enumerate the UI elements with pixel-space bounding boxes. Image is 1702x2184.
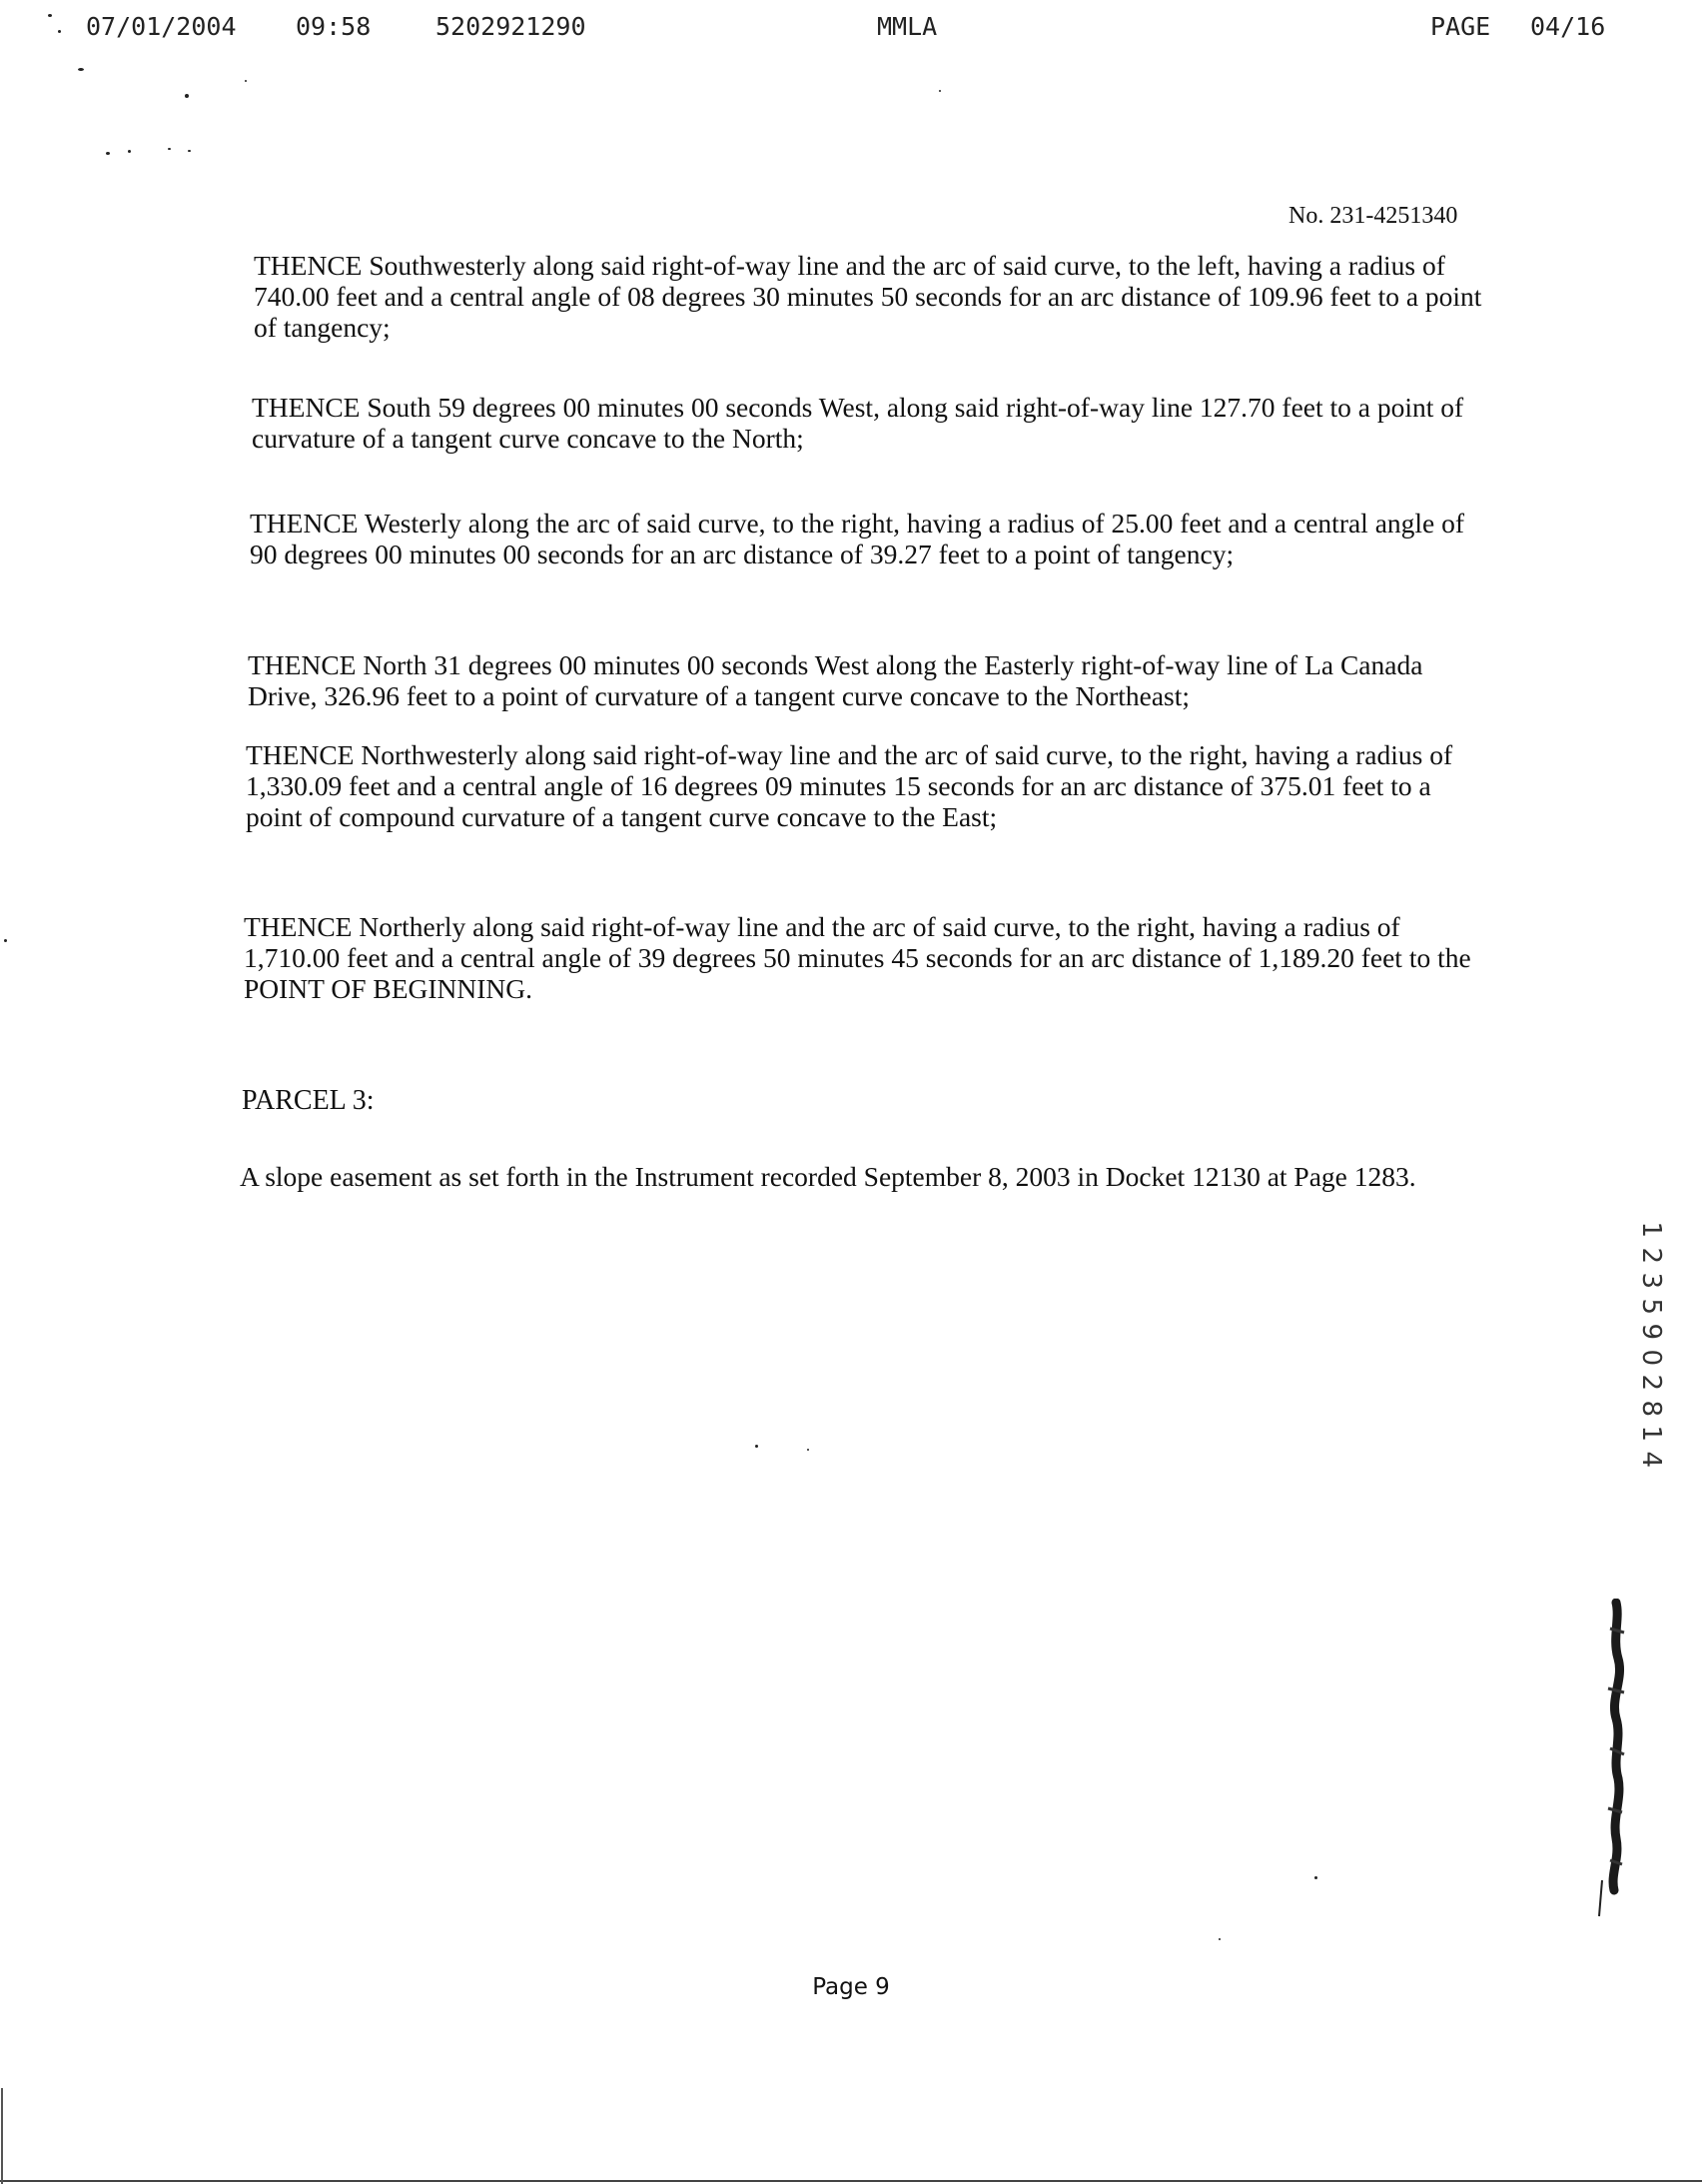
document-number: No. 231-4251340	[1288, 203, 1458, 229]
paragraph: THENCE Northerly along said right-of-way line and the arc of said curve, to the right, having a radius of 1,710.00 feet and a central angle of 39 degrees 50 minutes 45 seconds for an arc distance of 1,189.20 feet to the POINT OF BEGINNING.	[244, 911, 1471, 1004]
stamp-digit: 4	[1635, 1450, 1666, 1468]
stamp-digit: 8	[1635, 1399, 1666, 1417]
paragraph: THENCE Westerly along the arc of said curve, to the right, having a radius of 25.00 feet and a central angle of 90 degrees 00 minutes 00 seconds for an arc distance of 39.27 feet to a point of tangency;	[250, 508, 1465, 569]
paragraph: THENCE Southwesterly along said right-of-way line and the arc of said curve, to the left, having a radius of 740.00 feet and a central angle of 08 degrees 30 minutes 50 seconds for an arc distance of 109.96 feet to a point of tangency;	[254, 250, 1482, 343]
fax-time: 09:58	[296, 12, 372, 41]
stamp-digit: 2	[1635, 1246, 1666, 1264]
paragraph: THENCE Northwesterly along said right-of-way line and the arc of said curve, to the right, having a radius of 1,330.09 feet and a central angle of 16 degrees 09 minutes 15 seconds for an arc distance of 375.01 feet to a point of compound curvature of a tangent curve concave to the East;	[246, 739, 1453, 832]
stamp-digit: 9	[1635, 1323, 1666, 1341]
paragraph: THENCE North 31 degrees 00 minutes 00 seconds West along the Easterly right-of-way line of La Canada Drive, 326.96 feet to a point of curvature of a tangent curve concave to the Northeast;	[248, 649, 1423, 711]
paragraph: THENCE South 59 degrees 00 minutes 00 seconds West, along said right-of-way line 127.70 feet to a point of curvature of a tangent curve concave to the North;	[252, 392, 1464, 454]
side-stamp	[1630, 1217, 1670, 1472]
scan-edge	[0, 2180, 1702, 2182]
margin-scrawl-mark	[1594, 1599, 1634, 1928]
stamp-digit: 3	[1635, 1272, 1666, 1290]
parcel-heading: PARCEL 3:	[242, 1085, 375, 1116]
scan-edge	[1, 2088, 3, 2184]
fax-header	[0, 12, 1702, 48]
fax-sender: MMLA	[877, 12, 938, 41]
stamp-digit: 0	[1635, 1348, 1666, 1366]
fax-date: 07/01/2004	[86, 12, 237, 41]
parcel-description: A slope easement as set forth in the Instrument recorded September 8, 2003 in Docket 12130 at Page 1283.	[240, 1161, 1416, 1192]
stamp-digit: 1	[1635, 1221, 1666, 1239]
stamp-digit: 2	[1635, 1374, 1666, 1392]
stamp-digit: 5	[1635, 1297, 1666, 1315]
page-footer: Page 9	[812, 1974, 890, 2000]
fax-page-label: PAGE	[1430, 12, 1491, 41]
fax-page-number: 04/16	[1530, 12, 1606, 41]
fax-phone-number: 5202921290	[435, 12, 586, 41]
stamp-digit: 1	[1635, 1425, 1666, 1443]
